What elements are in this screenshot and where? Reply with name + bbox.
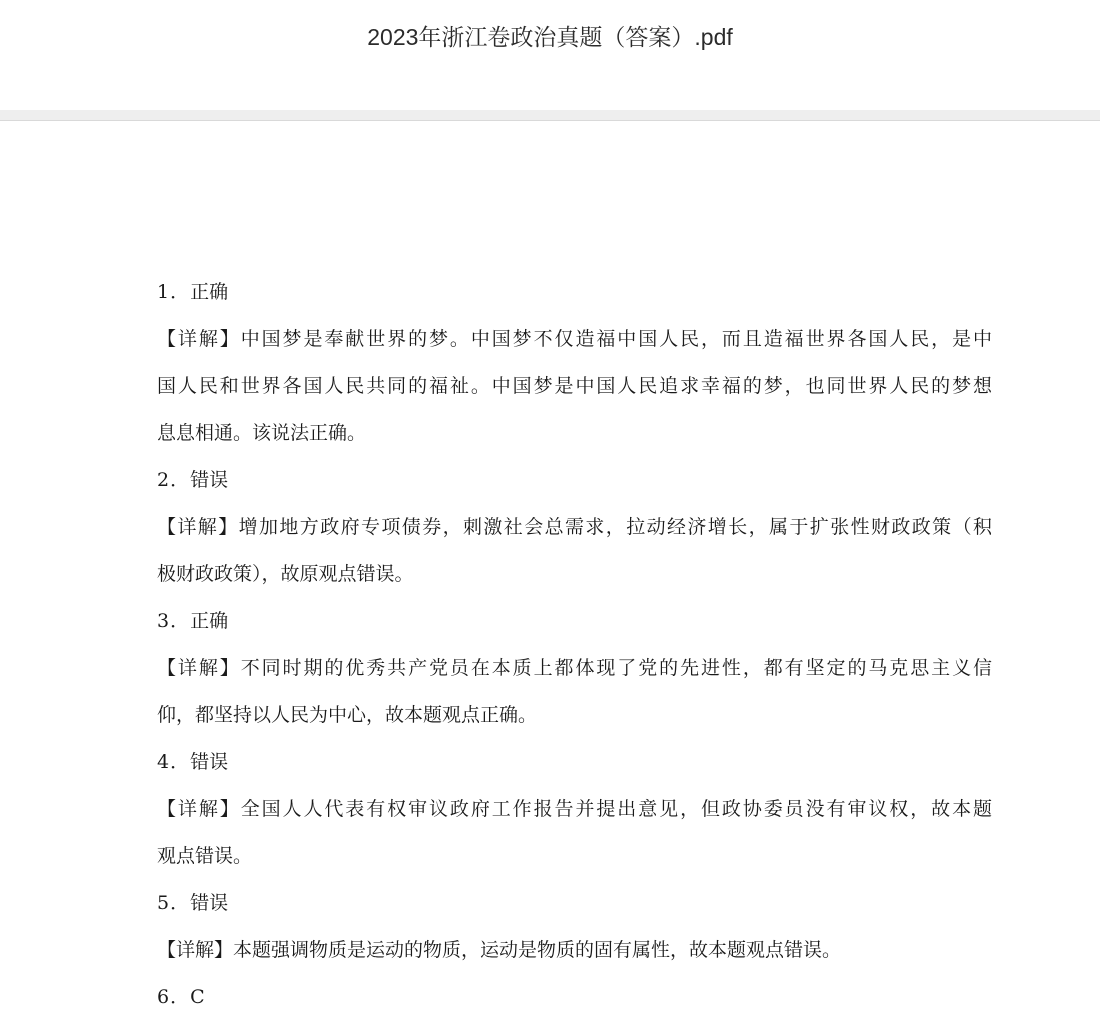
explanation-line: 息息相通。该说法正确。 [157,422,367,444]
explanation-line: 【详解】本题强调物质是运动的物质，运动是物质的固有属性，故本题观点错误。 [157,939,842,961]
answer-number: 3． [157,610,191,632]
explanation-line: 仰，都坚持以人民为中心，故本题观点正确。 [157,704,538,726]
answer-verdict: C [190,986,205,1008]
answer-item-1 [157,269,992,316]
answer-number: 4． [157,751,191,773]
page-content [157,269,992,1021]
explanation-line: 观点错误。 [157,845,253,867]
pdf-page[interactable] [0,121,1100,1008]
answer-verdict: 正确 [190,281,229,303]
answer-item-5 [157,880,992,927]
answer-number: 2． [157,469,191,491]
answer-verdict: 错误 [190,892,229,914]
answer-number: 1． [157,281,191,303]
answer-verdict: 错误 [190,751,229,773]
explanation-line: 【详解】不同时期的优秀共产党员在本质上都体现了党的先进性，都有坚定的马克思主义信 [157,657,992,679]
explanation-line: 【详解】中国梦是奉献世界的梦。中国梦不仅造福中国人民，而且造福世界各国人民，是中 [157,328,992,350]
answer-item-6 [157,974,992,1021]
toolbar-separator [0,110,1100,121]
answer-item-3 [157,598,992,645]
answer-verdict: 正确 [190,610,229,632]
answer-item-2 [157,457,992,504]
answer-verdict: 错误 [190,469,229,491]
explanation-line: 极财政政策），故原观点错误。 [157,563,414,585]
document-header [0,0,1100,110]
explanation-line: 【详解】全国人人代表有权审议政府工作报告并提出意见，但政协委员没有审议权，故本题 [157,798,992,820]
explanation-line: 国人民和世界各国人民共同的福祉。中国梦是中国人民追求幸福的梦，也同世界人民的梦想 [157,375,992,397]
answer-number: 5． [157,892,191,914]
answer-item-4 [157,739,992,786]
answer-number: 6． [157,986,191,1008]
document-title: 2023年浙江卷政治真题（答案）.pdf [367,24,733,50]
explanation-line: 【详解】增加地方政府专项债券，刺激社会总需求，拉动经济增长，属于扩张性财政政策（积 [157,516,992,538]
